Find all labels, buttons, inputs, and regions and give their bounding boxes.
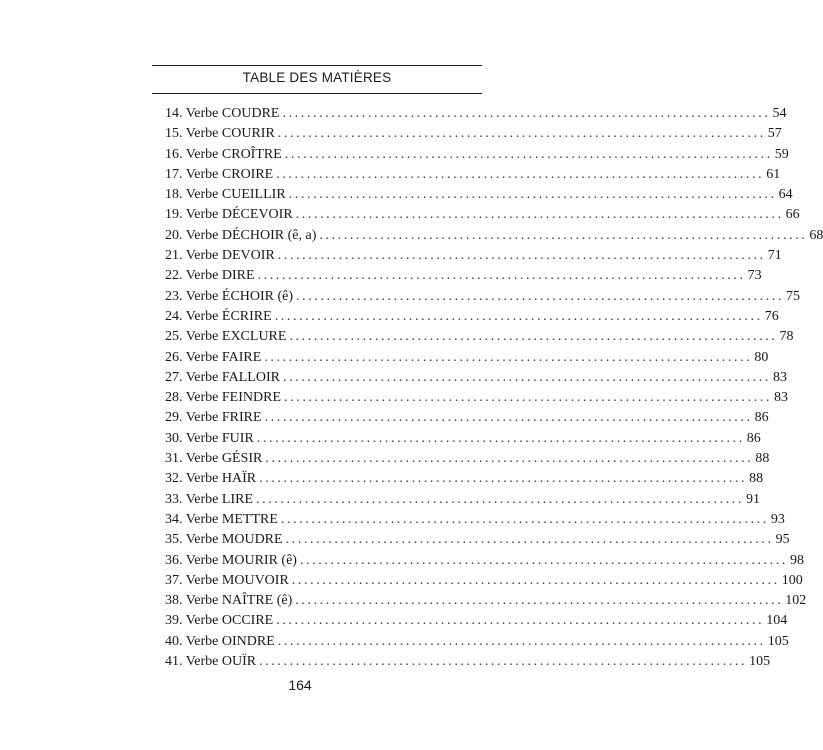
toc-entry (165, 246, 782, 266)
toc-entry (165, 611, 788, 631)
dot-leader: ................................................................................ (284, 390, 773, 406)
toc-entry-label: 15. Verbe COURIR (165, 126, 275, 142)
toc-entry (165, 408, 769, 428)
toc-entry (165, 490, 760, 510)
toc-entry-page: 104 (766, 613, 788, 629)
toc-entry (165, 165, 781, 185)
header-top-rule (152, 65, 482, 66)
toc-entry-page: 91 (746, 491, 760, 507)
toc-entry-label: 41. Verbe OUÏR (165, 654, 257, 670)
toc-entry (165, 266, 762, 286)
toc-entry (165, 104, 787, 124)
toc-entry-page: 71 (767, 248, 782, 264)
page-title: TABLE DES MATIÈRES (242, 70, 392, 85)
dot-leader: ................................................................................ (299, 552, 788, 568)
toc-entry-label: 40. Verbe OINDRE (165, 633, 275, 649)
toc-entry-page: 76 (764, 308, 779, 324)
toc-entry-label: 22. Verbe DIRE (165, 268, 255, 284)
toc-entry (165, 205, 800, 225)
toc-entry (165, 469, 764, 489)
dot-leader: ................................................................................ (295, 593, 784, 609)
dot-leader: ................................................................................ (284, 146, 773, 162)
toc-entry-label: 16. Verbe CROÎTRE (165, 146, 282, 162)
dot-leader: ................................................................................ (282, 369, 771, 385)
toc-entry-page: 100 (781, 572, 803, 588)
toc-entry-label: 34. Verbe METTRE (165, 511, 278, 527)
dot-leader: ................................................................................ (288, 187, 777, 203)
toc-entry (165, 185, 793, 205)
dot-leader: ................................................................................ (280, 511, 769, 527)
toc-entry-label: 35. Verbe MOUDRE (165, 532, 283, 548)
toc-entry (165, 348, 769, 368)
toc-entry-label: 38. Verbe NAÎTRE (ê) (165, 593, 293, 609)
dot-leader: ................................................................................ (259, 654, 748, 670)
dot-leader: ................................................................................ (277, 248, 766, 264)
toc-entry-page: 83 (772, 369, 787, 385)
toc-entry-page: 105 (749, 654, 771, 670)
toc-entry-label: 33. Verbe LIRE (165, 491, 253, 507)
toc-entry (165, 429, 761, 449)
toc-entry (165, 145, 789, 165)
toc-entry-label: 36. Verbe MOURIR (ê) (165, 552, 297, 568)
toc-entry-page: 80 (754, 349, 769, 365)
toc-entry-page: 105 (767, 633, 789, 649)
toc-entry-page: 86 (754, 410, 769, 426)
table-of-contents (165, 104, 823, 672)
dot-leader: ................................................................................ (282, 106, 771, 121)
toc-entry-label: 27. Verbe FALLOIR (165, 369, 280, 385)
toc-entry-page: 88 (755, 451, 770, 467)
dot-leader: ................................................................................ (256, 430, 745, 446)
toc-entry-label: 31. Verbe GÉSIR (165, 451, 263, 467)
toc-entry-page: 98 (789, 552, 804, 568)
toc-entry (165, 124, 782, 144)
dot-leader: ................................................................................ (319, 227, 808, 243)
toc-entry-page: 68 (809, 227, 823, 243)
toc-entry (165, 652, 771, 672)
toc-entry (165, 510, 785, 530)
dot-leader: ................................................................................ (256, 491, 744, 507)
dot-leader: ................................................................................ (257, 268, 746, 284)
toc-entry (165, 307, 779, 327)
toc-entry-label: 28. Verbe FEINDRE (165, 390, 282, 406)
dot-leader: ................................................................................ (291, 572, 780, 588)
dot-leader: ................................................................................ (259, 471, 748, 487)
toc-entry-page: 66 (785, 207, 800, 223)
dot-leader: ................................................................................ (277, 126, 766, 142)
toc-entry-page: 83 (774, 390, 789, 406)
toc-entry-label: 18. Verbe CUEILLIR (165, 187, 286, 203)
toc-entry-page: 54 (772, 106, 787, 121)
toc-entry (165, 632, 789, 652)
dot-leader: ................................................................................ (265, 451, 754, 467)
toc-entry-page: 64 (778, 187, 793, 203)
toc-entry-page: 57 (767, 126, 782, 142)
toc-entry-label: 23. Verbe ÉCHOIR (ê) (165, 288, 294, 304)
dot-leader: ................................................................................ (295, 207, 784, 223)
toc-entry-page: 88 (749, 471, 764, 487)
toc-entry-page: 73 (747, 268, 762, 284)
toc-entry-label: 17. Verbe CROIRE (165, 166, 274, 182)
toc-entry-page: 75 (786, 288, 801, 304)
toc-entry (165, 449, 770, 469)
toc-entry (165, 591, 807, 611)
toc-entry (165, 530, 790, 550)
toc-entry-label: 20. Verbe DÉCHOIR (ê, a) (165, 227, 317, 243)
toc-entry-page: 61 (766, 166, 781, 182)
toc-entry-label: 30. Verbe FUIR (165, 430, 254, 446)
dot-leader: ................................................................................ (264, 410, 753, 426)
dot-leader: ................................................................................ (289, 329, 778, 345)
toc-entry-label: 14. Verbe COUDRE (165, 106, 280, 121)
toc-entry-page: 59 (774, 146, 789, 162)
page-number: 164 (288, 677, 312, 693)
toc-entry-page: 102 (785, 593, 807, 609)
dot-leader: ................................................................................ (285, 532, 774, 548)
dot-leader: ................................................................................ (296, 288, 785, 304)
header-bottom-rule (152, 93, 482, 94)
toc-entry (165, 368, 787, 388)
toc-entry-label: 26. Verbe FAIRE (165, 349, 262, 365)
dot-leader: ................................................................................ (274, 308, 763, 324)
toc-entry-page: 95 (775, 532, 790, 548)
toc-entry-label: 25. Verbe EXCLURE (165, 329, 287, 345)
toc-entry (165, 327, 794, 347)
dot-leader: ................................................................................ (264, 349, 753, 365)
toc-entry (165, 287, 801, 307)
dot-leader: ................................................................................ (277, 633, 766, 649)
toc-entry-label: 19. Verbe DÉCEVOIR (165, 207, 293, 223)
toc-entry-label: 32. Verbe HAÏR (165, 471, 257, 487)
toc-entry-label: 39. Verbe OCCIRE (165, 613, 274, 629)
toc-entry (165, 226, 823, 246)
toc-entry (165, 388, 789, 408)
dot-leader: ................................................................................ (276, 166, 765, 182)
toc-entry-label: 37. Verbe MOUVOIR (165, 572, 289, 588)
toc-entry-page: 78 (779, 329, 794, 345)
toc-entry-label: 21. Verbe DEVOIR (165, 248, 275, 264)
toc-entry (165, 571, 803, 591)
toc-entry-page: 93 (770, 511, 785, 527)
toc-entry-label: 29. Verbe FRIRE (165, 410, 262, 426)
toc-entry-page: 86 (746, 430, 761, 446)
dot-leader: ................................................................................ (276, 613, 765, 629)
toc-entry-label: 24. Verbe ÉCRIRE (165, 308, 272, 324)
toc-entry (165, 551, 804, 571)
